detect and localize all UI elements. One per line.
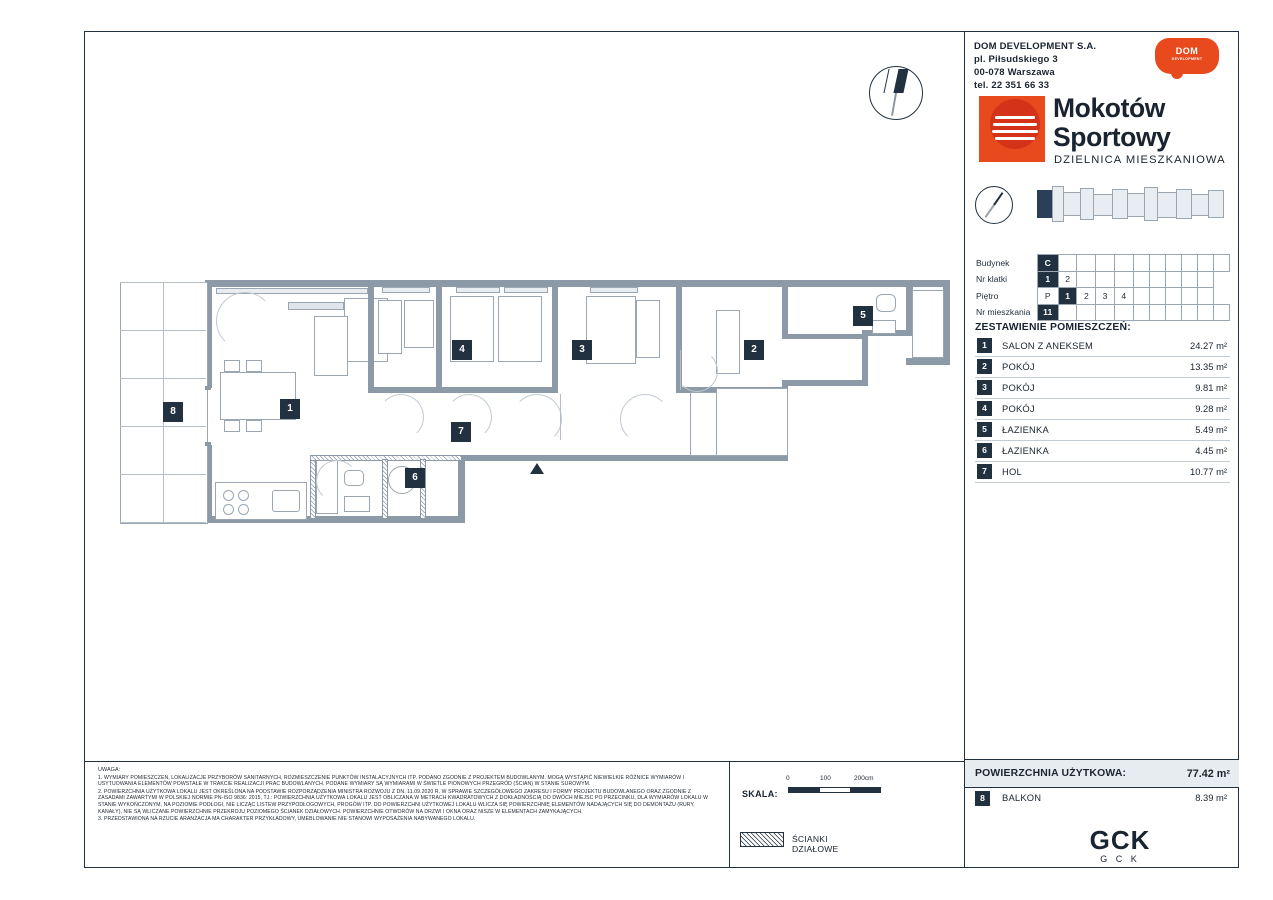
- building-meta-table: [975, 254, 1230, 321]
- balcony-area: 8.39 m²: [1195, 792, 1227, 803]
- meta-cell-apartment-no: 11: [1037, 304, 1058, 321]
- gck-letters: GCK: [1089, 825, 1151, 855]
- dom-logo-line1: DOM: [1175, 46, 1199, 56]
- plan-tag-7: 7: [451, 422, 471, 442]
- partition-bath6-right: [382, 459, 388, 519]
- meta-cell-floor-4: 4: [1114, 288, 1133, 305]
- burner-2: [238, 490, 249, 501]
- meta-row-budynek: [975, 255, 1230, 272]
- kitchen-sink: [272, 490, 300, 512]
- room-name-5: ŁAZIENKA: [994, 419, 1162, 440]
- wall-bath5-bottom: [906, 358, 950, 365]
- wall-bath-right: [458, 455, 465, 523]
- chair-3: [224, 420, 240, 432]
- keyplan-building-diagram: [1037, 184, 1227, 229]
- key-plan: [975, 184, 1230, 244]
- north-compass-icon: [869, 66, 923, 120]
- room-area-6: 4.45 m²: [1162, 440, 1230, 461]
- room-no-1: 1: [977, 338, 992, 353]
- sofa-back: [288, 302, 344, 310]
- table-row: [975, 335, 1230, 356]
- project-brand: [975, 92, 1230, 172]
- wall-room4-right: [436, 287, 442, 390]
- brand-subtitle: DZIELNICA MIESZKANIOWA: [1054, 154, 1226, 166]
- brand-title-line1: Mokotów: [1053, 93, 1166, 123]
- gck-sub: G C K: [1100, 854, 1140, 864]
- legend-partitions-label: ŚCIANKI DZIAŁOWE: [792, 834, 839, 854]
- burner-3: [223, 504, 234, 515]
- wall-far-right: [943, 280, 950, 365]
- balcony-no: 8: [975, 791, 990, 806]
- room-no-7: 7: [977, 464, 992, 479]
- table-row: [975, 419, 1230, 440]
- meta-cell-floor-p: P: [1037, 288, 1058, 305]
- developer-address-1: pl. Piłsudskiego 3: [974, 54, 1058, 65]
- room-no-2: 2: [977, 359, 992, 374]
- plan-tag-3: 3: [572, 340, 592, 360]
- table-row: [975, 377, 1230, 398]
- room-no-6: 6: [977, 443, 992, 458]
- balcony-name: BALKON: [1002, 792, 1042, 803]
- dom-development-logo-icon: [1155, 38, 1219, 74]
- room-name-6: ŁAZIENKA: [994, 440, 1162, 461]
- meta-cell-stair-2: 2: [1058, 271, 1077, 288]
- dom-logo-line2: DEVELOPMENT: [1171, 57, 1203, 61]
- horizontal-divider: [84, 761, 965, 762]
- partition-swatch-icon: [740, 832, 784, 847]
- meta-cell-floor-2: 2: [1077, 288, 1096, 305]
- bottom-divider: [729, 761, 730, 868]
- plan-tag-6: 6: [405, 468, 425, 488]
- brand-mark-icon: [979, 96, 1045, 162]
- developer-name: DOM DEVELOPMENT S.A.: [974, 41, 1097, 52]
- burner-1: [223, 490, 234, 501]
- developer-phone: tel. 22 351 66 33: [974, 80, 1050, 91]
- scale-label: SKALA:: [742, 789, 778, 799]
- note-item-3: 3. PRZEDSTAWIONA NA RZUCIE ARANŻACJA MA CHARAKTER PRZYKŁADOWY, UMEBLOWANIE NIE STANOWI WYPOSAŻENIA NABYWANEGO LOKALU.: [98, 816, 476, 823]
- total-area-value: 77.42 m²: [1186, 768, 1230, 780]
- meta-cell-stair-1: 1: [1037, 271, 1058, 288]
- keyplan-compass-icon: [975, 186, 1013, 224]
- note-item-1: 1. WYMIARY POMIESZCZEŃ, LOKALIZACJE PRZYBORÓW SANITARNYCH, ROZMIESZCZENIE PUNKTÓW INSTALACYJNYCH ITP. PODANO ZGODNIE Z PROJEKTEM BUDOWLANYM. MOGĄ WYSTĄPIĆ NIEWIELKIE RÓŻNICE WYMIARÓW I USYTUOWANIA ELEMENTÓW POWSTAŁE W TRAKCIE REALIZACJI PRAC BUDOWLANYCH. PODANE WYMIARY SĄ WYMIARAMI W ŚWIETLE PIONOWYCH PRZEGRÓD (ŚCIAN) W STANIE SUROWYM.: [98, 774, 685, 788]
- meta-label-budynek: Budynek: [976, 257, 1010, 268]
- wall-right-room: [782, 287, 788, 337]
- notes-block: [98, 767, 713, 824]
- gck-logo: [1085, 827, 1155, 864]
- apartment-floorplan: [120, 260, 950, 550]
- wall-step-1: [782, 380, 868, 386]
- entrance-marker: [530, 463, 544, 474]
- chair-2: [246, 360, 262, 372]
- total-area-row: [965, 759, 1239, 788]
- room-area-5: 5.49 m²: [1162, 419, 1230, 440]
- balcony-row: [975, 791, 1230, 806]
- window-room3b: [504, 287, 548, 293]
- room-area-3: 9.81 m²: [1162, 377, 1230, 398]
- notes-header: UWAGA:: [98, 767, 121, 773]
- meta-label-klatka: Nr klatki: [976, 274, 1008, 285]
- room-name-1: SALON Z ANEKSEM: [994, 335, 1162, 356]
- bed-room3: [498, 296, 542, 362]
- table-row: [975, 440, 1230, 461]
- developer-address-2: 00-078 Warszawa: [974, 67, 1055, 78]
- wall-hall-top: [368, 387, 558, 393]
- window-room2: [590, 287, 638, 293]
- meta-row-mieszkanie: [975, 304, 1230, 321]
- wardrobe-room2: [636, 300, 660, 358]
- plan-tag-1: 1: [280, 399, 300, 419]
- room-area-4: 9.28 m²: [1162, 398, 1230, 419]
- room-area-7: 10.77 m²: [1162, 461, 1230, 482]
- wall-top: [205, 280, 950, 287]
- rooms-table-title: ZESTAWIENIE POMIESZCZEŃ:: [975, 322, 1131, 333]
- room-no-4: 4: [977, 401, 992, 416]
- room-name-7: HOL: [994, 461, 1162, 482]
- wall-wc-bottom: [782, 334, 862, 339]
- scale-bar: [788, 787, 882, 793]
- brand-title-line2: Sportowy: [1053, 122, 1171, 152]
- plan-tag-8: 8: [163, 402, 183, 422]
- room-area-1: 24.27 m²: [1162, 335, 1230, 356]
- kitchen-counter: [314, 316, 348, 376]
- scale-tick-0: 0: [786, 775, 790, 782]
- wardrobe-room4: [378, 300, 402, 354]
- toilet-bath5: [876, 294, 896, 312]
- room-area-2: 13.35 m²: [1162, 356, 1230, 377]
- developer-info: [974, 40, 1096, 92]
- meta-row-klatka: [975, 271, 1230, 288]
- wall-step-2: [862, 330, 868, 386]
- total-area-label: POWIERZCHNIA UŻYTKOWA:: [975, 768, 1127, 779]
- window-room4: [382, 287, 430, 293]
- desk-room4: [404, 300, 434, 348]
- burner-4: [238, 504, 249, 515]
- window-room3a: [456, 287, 500, 293]
- shower-bath5: [912, 290, 944, 358]
- room-name-4: POKÓJ: [994, 398, 1162, 419]
- table-row: [975, 461, 1230, 482]
- meta-label-pietro: Piętro: [976, 290, 999, 301]
- meta-label-mieszkanie: Nr mieszkania: [976, 307, 1031, 318]
- vertical-divider: [964, 31, 965, 868]
- meta-cell-floor-3: 3: [1096, 288, 1115, 305]
- washbasin-bath5: [872, 320, 896, 334]
- table-row: [975, 398, 1230, 419]
- room-name-2: POKÓJ: [994, 356, 1162, 377]
- meta-cell-floor-1: 1: [1058, 288, 1077, 305]
- meta-row-pietro: [975, 288, 1230, 305]
- note-item-2: 2. POWIERZCHNIA UŻYTKOWA LOKALU JEST OKREŚLONA NA PODSTAWIE ROZPORZĄDZENIA MINISTRA ROZWOJU Z DN. 11.09.2020 R. W SPRAWIE SZCZEGÓŁOWEGO ZAKRESU I FORMY PROJEKTU BUDOWLANEGO ORAZ ZGODNIE Z ZASADAMI ZAWARTYMI W POLSKIEJ NORMIE PN-ISO 9836: 2015, TJ.: POWIERZCHNIA UŻYTKOWA LOKALU JEST OBLICZANA W METRACH KWADRATOWYCH Z DOKŁADNOŚCIĄ DO DWÓCH MIEJSC PO PRZECINKU, DLA WYMIARÓW LOKALU W STANIE WYKOŃCZONYM, NA POZIOMIE PODŁOGI, NIE LICZĄC LISTEW PRZYPODŁOGOWYCH, PROGÓW ITP. DO POWIERZCHNI UŻYTKOWEJ LOKALU WLICZA SIĘ POWIERZCHNIĘ ELEMENTÓW NADAJĄCYCH SIĘ DO DEMONTAŻU (RURY, KANAŁY), NIE SĄ WLICZANE POWIERZCHNIE PRZEKROJU POZIOMEGO ŚCIANEK DZIAŁOWYCH. POWIERZCHNIE OTWORÓW NA DRZWI I OKNA ORAZ NISZE W ELEMENTACH ZAMYKAJĄCYCH.: [98, 788, 708, 815]
- closet-right: [716, 388, 788, 456]
- room-name-3: POKÓJ: [994, 377, 1162, 398]
- rooms-table: [975, 335, 1230, 483]
- wall-room3-right: [552, 287, 558, 392]
- chair-4: [246, 420, 262, 432]
- meta-cell-building-c: C: [1037, 255, 1058, 272]
- plan-tag-2: 2: [744, 340, 764, 360]
- room-no-3: 3: [977, 380, 992, 395]
- scale-tick-100: 100: [820, 775, 831, 782]
- room-no-5: 5: [977, 422, 992, 437]
- plan-tag-5: 5: [853, 306, 873, 326]
- wardrobe-hall: [716, 310, 740, 374]
- table-row: [975, 356, 1230, 377]
- plan-tag-4: 4: [452, 340, 472, 360]
- double-bed-room2: [586, 296, 636, 364]
- chair-1: [224, 360, 240, 372]
- scale-tick-200: 200cm: [854, 775, 874, 782]
